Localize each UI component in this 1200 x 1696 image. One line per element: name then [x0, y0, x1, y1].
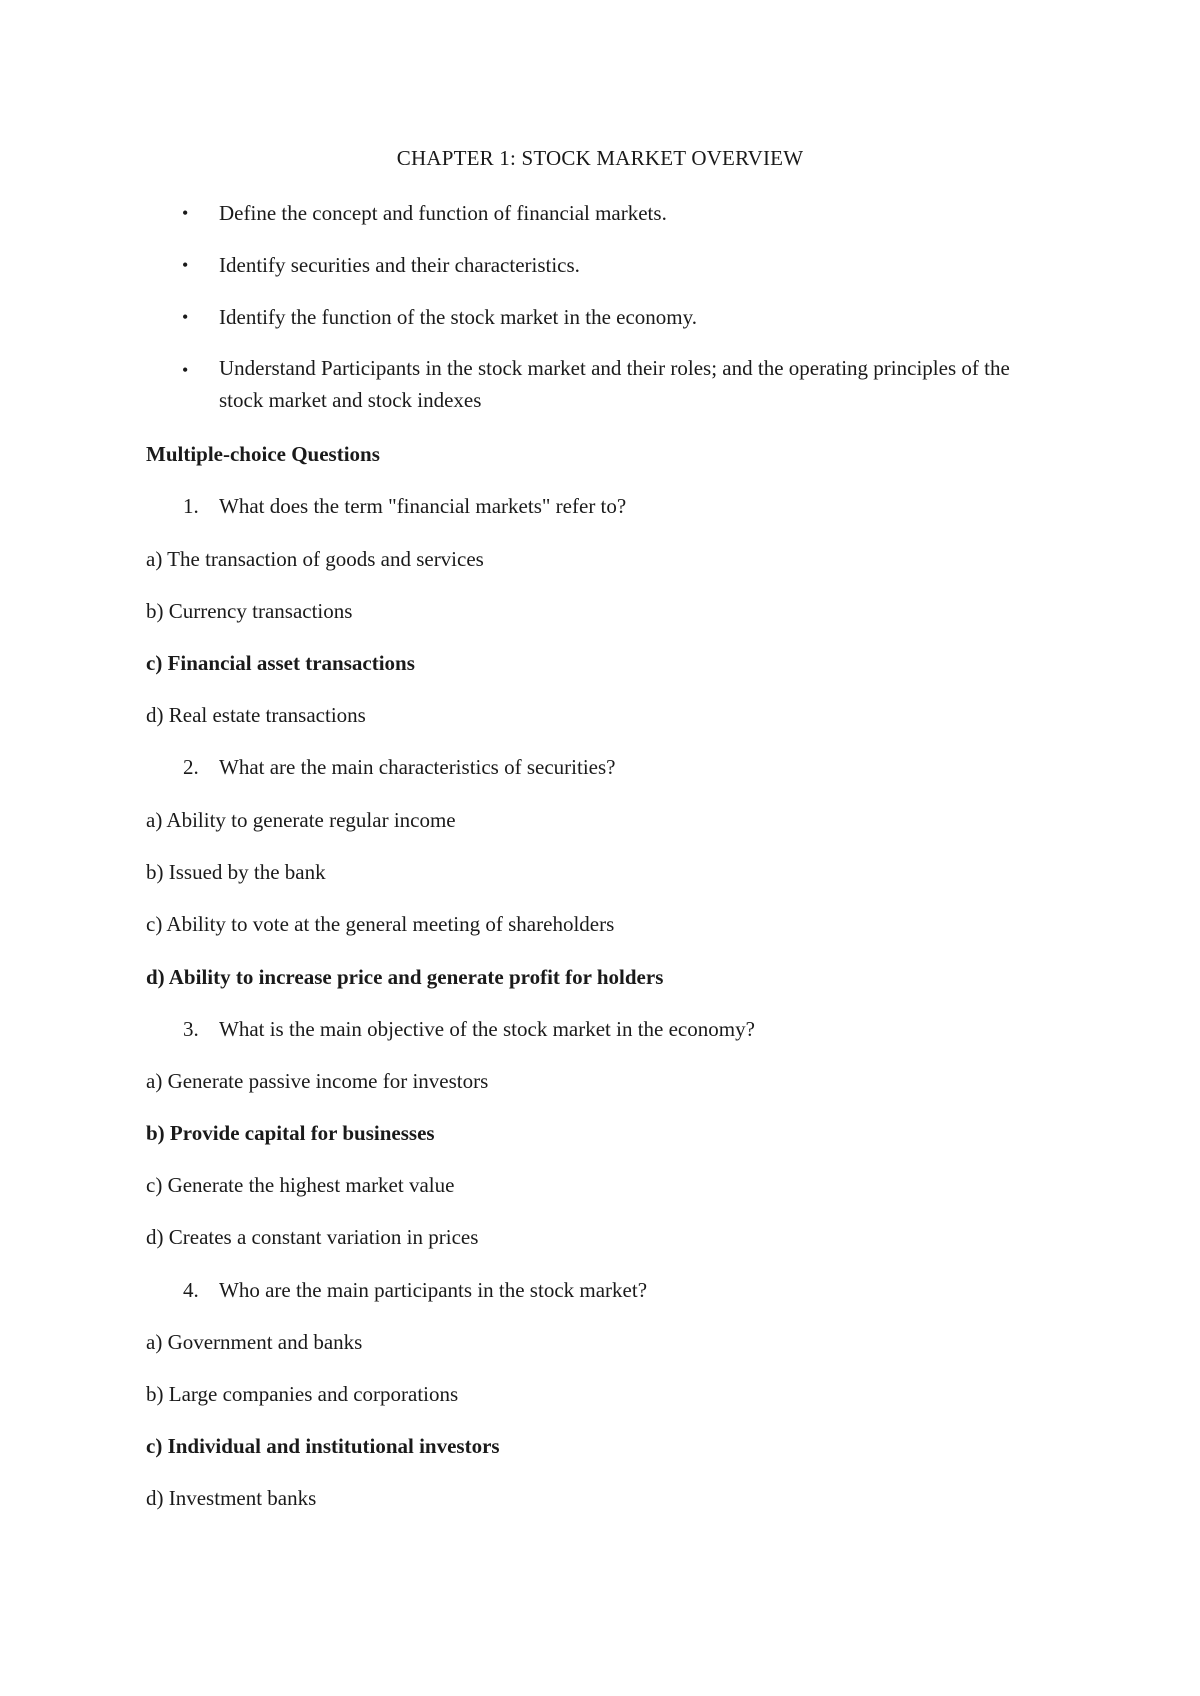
objective-item: Identify securities and their characteristics. [219, 253, 580, 277]
correct-answer-option: c) Individual and institutional investors [146, 1434, 500, 1458]
bullet-icon: • [182, 307, 189, 327]
objective-item: Identify the function of the stock market in the economy. [219, 305, 697, 329]
answer-option: a) Ability to generate regular income [146, 808, 456, 832]
page-title: CHAPTER 1: STOCK MARKET OVERVIEW [396, 146, 804, 170]
answer-option: d) Creates a constant variation in prices [146, 1225, 479, 1249]
section-heading: Multiple-choice Questions [146, 442, 380, 466]
answer-option: d) Real estate transactions [146, 703, 366, 727]
answer-option: b) Issued by the bank [146, 860, 326, 884]
answer-option: b) Currency transactions [146, 599, 353, 623]
answer-option: b) Large companies and corporations [146, 1382, 459, 1406]
correct-answer-option: c) Financial asset transactions [146, 651, 415, 675]
question-text: What does the term "financial markets" refer to? [219, 494, 627, 518]
bullet-icon: • [182, 255, 189, 275]
question-number: 1. [183, 494, 199, 518]
answer-option: a) The transaction of goods and services [146, 547, 484, 571]
question-text: What is the main objective of the stock market in the economy? [219, 1017, 755, 1041]
objective-item: Define the concept and function of financial markets. [219, 201, 667, 225]
answer-option: d) Investment banks [146, 1486, 317, 1510]
question-number: 2. [183, 755, 199, 779]
answer-option: a) Generate passive income for investors [146, 1069, 489, 1093]
question-number: 3. [183, 1017, 199, 1041]
question-text: Who are the main participants in the stock market? [219, 1278, 648, 1302]
correct-answer-option: b) Provide capital for businesses [146, 1121, 435, 1145]
question-text: What are the main characteristics of securities? [219, 755, 616, 779]
objective-item: Understand Participants in the stock market and their roles; and the operating principles of the stock market and stock indexes [219, 356, 1010, 412]
question-number: 4. [183, 1278, 199, 1302]
answer-option: a) Government and banks [146, 1330, 363, 1354]
bullet-icon: • [182, 360, 189, 380]
bullet-icon: • [182, 203, 189, 223]
answer-option: c) Ability to vote at the general meeting of shareholders [146, 912, 615, 936]
answer-option: c) Generate the highest market value [146, 1173, 455, 1197]
correct-answer-option: d) Ability to increase price and generate profit for holders [146, 965, 664, 989]
